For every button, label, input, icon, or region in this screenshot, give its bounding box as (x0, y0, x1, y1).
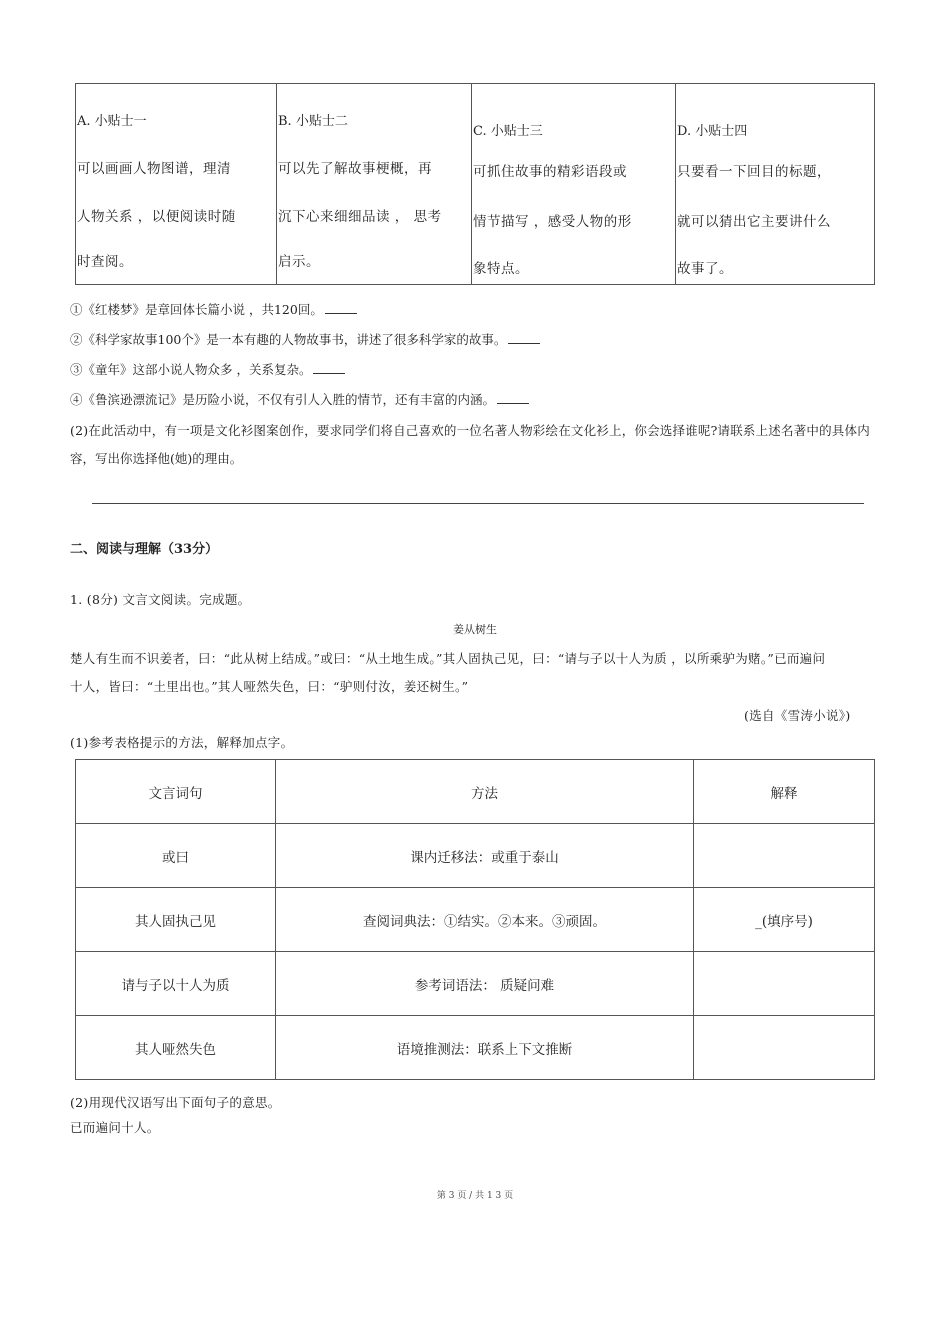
tip-d (676, 84, 874, 284)
answer-cell[interactable]: _(填序号) (694, 888, 875, 952)
passage-line-1: 楚人有生而不识姜者，曰：“此从树上结成。”或曰：“从土地生成。”其人固执己见，曰：“请与子以十人为质 ，以所乘驴为赌。”已而遍问 (70, 651, 826, 666)
passage-source: (选自《雪涛小说》) (744, 708, 851, 723)
table-header-row (76, 760, 875, 824)
answer-cell[interactable] (694, 952, 875, 1016)
tip-line: 故事了。 (677, 261, 733, 277)
question-1 (70, 300, 357, 318)
tip-title: A. 小贴士一 (77, 114, 147, 129)
question-text: ②《科学家故事100个》是一本有趣的人物故事书，讲述了很多科学家的故事。 (70, 332, 507, 347)
tip-line: 可抓住故事的精彩语段或 (473, 164, 627, 180)
question-3 (70, 360, 345, 378)
answer-line[interactable] (92, 503, 864, 504)
passage-line-2: 十人，皆曰：“土里出也。”其人哑然失色，曰：“驴则付汝，姜还树生。” (70, 679, 469, 694)
sub-question-1: (1)参考表格提示的方法，解释加点字。 (70, 735, 294, 750)
table-cell: 课内迁移法：或重于泰山 (276, 824, 694, 888)
tip-line: 人物关系 ，以便阅读时随 (77, 209, 236, 225)
question-text: ④《鲁滨逊漂流记》是历险小说，不仅有引人入胜的情节，还有丰富的内涵。 (70, 392, 496, 407)
question-2 (70, 330, 540, 348)
table-header: 解释 (694, 760, 875, 824)
tip-line: 可以先了解故事梗概，再 (278, 161, 432, 177)
table-cell: 参考词语法： 质疑问难 (276, 952, 694, 1016)
answer-blank[interactable] (313, 361, 345, 374)
answer-blank[interactable] (497, 391, 529, 404)
question-text: ①《红楼梦》是章回体长篇小说 ，共120回。 (70, 302, 323, 317)
question-2-prompt-line1: (2)在此活动中，有一项是文化衫图案创作，要求同学们将自己喜欢的一位名著人物彩绘在文化衫上，你会选择谁呢?请联系上述名著中的具体内 (70, 423, 870, 438)
tip-title: C. 小贴士三 (473, 124, 543, 139)
tip-line: 沉下心来细细品读 ， 思考 (278, 209, 442, 225)
table-cell: 查阅词典法：①结实。②本来。③顽固。 (276, 888, 694, 952)
word-explanation-table (75, 759, 875, 1080)
question-text: ③《童年》这部小说人物众多 ，关系复杂。 (70, 362, 312, 377)
tip-c (472, 84, 676, 284)
table-row (76, 888, 875, 952)
tip-b (277, 84, 472, 284)
tip-line: 就可以猜出它主要讲什么 (677, 214, 831, 230)
sub-question-2-sentence: 已而遍问十人。 (70, 1120, 160, 1135)
answer-blank[interactable] (508, 331, 540, 344)
item-1-heading: 1. (8分) 文言文阅读。完成题。 (70, 592, 251, 607)
answer-blank[interactable] (325, 301, 357, 314)
table-cell: 请与子以十人为质 (76, 952, 276, 1016)
tip-line: 可以画画人物图谱，理清 (77, 161, 231, 177)
table-cell: 其人哑然失色 (76, 1016, 276, 1080)
table-header: 文言词句 (76, 760, 276, 824)
table-cell: 语境推测法：联系上下文推断 (276, 1016, 694, 1080)
table-header: 方法 (276, 760, 694, 824)
tip-line: 启示。 (278, 254, 320, 270)
table-row (76, 824, 875, 888)
page-footer: 第 3 页 / 共 1 3 页 (436, 1191, 514, 1201)
table-cell: 其人固执己见 (76, 888, 276, 952)
answer-cell[interactable] (694, 824, 875, 888)
question-2-prompt-line2: 容，写出你选择他(她)的理由。 (70, 451, 243, 466)
tip-title: B. 小贴士二 (278, 114, 348, 129)
tips-table (75, 83, 875, 285)
tip-title: D. 小贴士四 (677, 124, 748, 139)
tip-line: 只要看一下回目的标题， (677, 164, 831, 180)
tip-line: 时查阅。 (77, 254, 133, 270)
question-4 (70, 390, 529, 408)
section-title: 二、阅读与理解（33分） (70, 542, 219, 557)
sub-question-2: (2)用现代汉语写出下面句子的意思。 (70, 1095, 281, 1110)
tip-line: 情节描写 ，感受人物的形 (473, 214, 632, 230)
table-cell: 或曰 (76, 824, 276, 888)
tip-line: 象特点。 (473, 261, 529, 277)
tip-a (76, 84, 277, 284)
answer-cell[interactable] (694, 1016, 875, 1080)
table-row (76, 952, 875, 1016)
passage-title: 姜从树生 (453, 623, 497, 636)
table-row (76, 1016, 875, 1080)
